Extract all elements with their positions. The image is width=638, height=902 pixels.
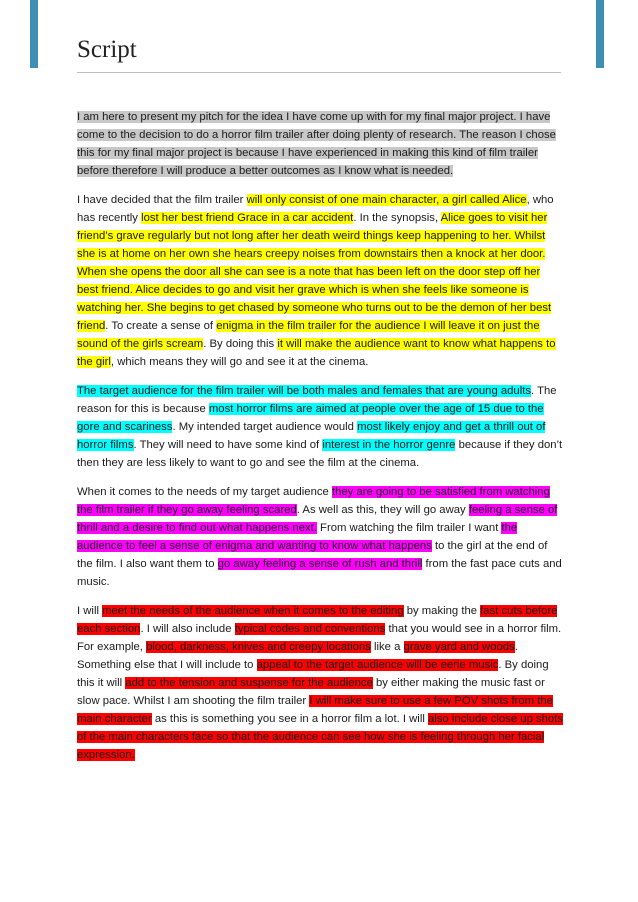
gray-highlight-text: I am here to present my pitch for the idea I have come up with for my final major project. I have come to the decision to do a horror film trailer after doing plenty of research. The reason I chose this for my final major project is because I have experienced in making this kind of film trailer before therefore I will produce a better outcomes as I know what is needed. [77, 111, 556, 177]
cyan-highlight-text: interest in the horror genre [322, 439, 456, 451]
magenta-highlight-text: the audience to feel a sense of enigma and wanting to know what happens [77, 522, 518, 552]
body-text: . My intended target audience would [172, 421, 358, 433]
page-title: Script [77, 36, 137, 63]
paragraph [77, 483, 563, 591]
body-text: as this is something you see in a horror film a lot. I will [151, 713, 428, 725]
red-highlight-text: add to the tension and suspense for the audience [125, 677, 373, 689]
paragraph [77, 602, 563, 764]
yellow-highlight-text: Alice goes to visit her friend’s grave regularly but not long after her death weird things keep happening to her. Whilst she is at home on her own she hears creepy noises from downstairs then a knock at her door. When she opens the door all she can see is a note that has been left on the door step off her best friend. Alice decides to go and visit her grave which is when she feels like someone is watching her. She begins to get chased by someone who turns out to be the demon of her best friend [77, 212, 552, 332]
body-text: , which means they will go and see it at the cinema. [110, 356, 369, 368]
body-text: by making the [403, 605, 481, 617]
title-divider [77, 72, 561, 73]
document-body [77, 108, 563, 775]
paragraph [77, 108, 563, 180]
paragraph [77, 382, 563, 472]
body-text: I have decided that the film trailer [77, 194, 247, 206]
right-accent-bar [596, 0, 604, 68]
yellow-highlight-text: it will make the audience want to know what happens to the girl [77, 338, 556, 368]
body-text: . I will also include [140, 623, 235, 635]
body-text: . The reason for this is because [77, 385, 557, 415]
red-highlight-text: blood, darkness, knives and creepy locations [146, 641, 371, 653]
cyan-highlight-text: most horror films are aimed at people over the age of 15 due to the gore and scariness [77, 403, 544, 433]
body-text: , who has recently [77, 194, 554, 224]
red-highlight-text: grave yard and woods [403, 641, 515, 653]
left-accent-bar [30, 0, 38, 68]
body-text: . To create a sense of [105, 320, 217, 332]
body-text: from the fast pace cuts and music. [77, 558, 562, 588]
red-highlight-text: fast cuts before each section [77, 605, 558, 635]
body-text: . Something else that I will include to [77, 641, 518, 671]
yellow-highlight-text: lost her best friend Grace in a car accident [141, 212, 354, 224]
body-text: . By doing this it will [77, 659, 549, 689]
body-text: to the girl at the end of the film. I also want them to [77, 540, 548, 570]
red-highlight-text: also include close up shots of the main characters face so that the audience can see how she is feeling through her facial expression. [77, 713, 564, 761]
body-text: by either making the music fast or slow pace. Whilst I am shooting the film trailer [77, 677, 545, 707]
body-text: because if they don’t then they are less likely to want to go and see the film at the cinema. [77, 439, 563, 469]
body-text: . By doing this [203, 338, 278, 350]
yellow-highlight-text: enigma in the film trailer for the audience I will leave it on just the sound of the girls scream [77, 320, 540, 350]
body-text: . As well as this, they will go away [296, 504, 469, 516]
body-text: that you would see in a horror film. For example, [77, 623, 562, 653]
red-highlight-text: typical codes and conventions [234, 623, 386, 635]
magenta-highlight-text: go away feeling a sense of rush and thrill [217, 558, 423, 570]
magenta-highlight-text: feeling a sense of thrill and a desire to find out what happens next. [77, 504, 558, 534]
cyan-highlight-text: The target audience for the film trailer will be both males and females that are young adults [77, 385, 532, 397]
red-highlight-text: I will make sure to use a few POV shots from the main character [77, 695, 553, 725]
magenta-highlight-text: they are going to be satisfied from watching the film trailer if they go away feeling scared [77, 486, 550, 516]
body-text: I will [77, 605, 103, 617]
red-highlight-text: meet the needs of the audience when it comes to the editing [102, 605, 404, 617]
yellow-highlight-text: will only consist of one main character, a girl called Alice [246, 194, 527, 206]
body-text: . In the synopsis, [353, 212, 441, 224]
red-highlight-text: appeal to the target audience will be eerie music [256, 659, 499, 671]
body-text: From watching the film trailer I want [316, 522, 502, 534]
body-text: . They will need to have some kind of [133, 439, 323, 451]
body-text: When it comes to the needs of my target audience [77, 486, 332, 498]
body-text: like a [370, 641, 404, 653]
cyan-highlight-text: most likely enjoy and get a thrill out of horror films [77, 421, 546, 451]
paragraph [77, 191, 563, 371]
